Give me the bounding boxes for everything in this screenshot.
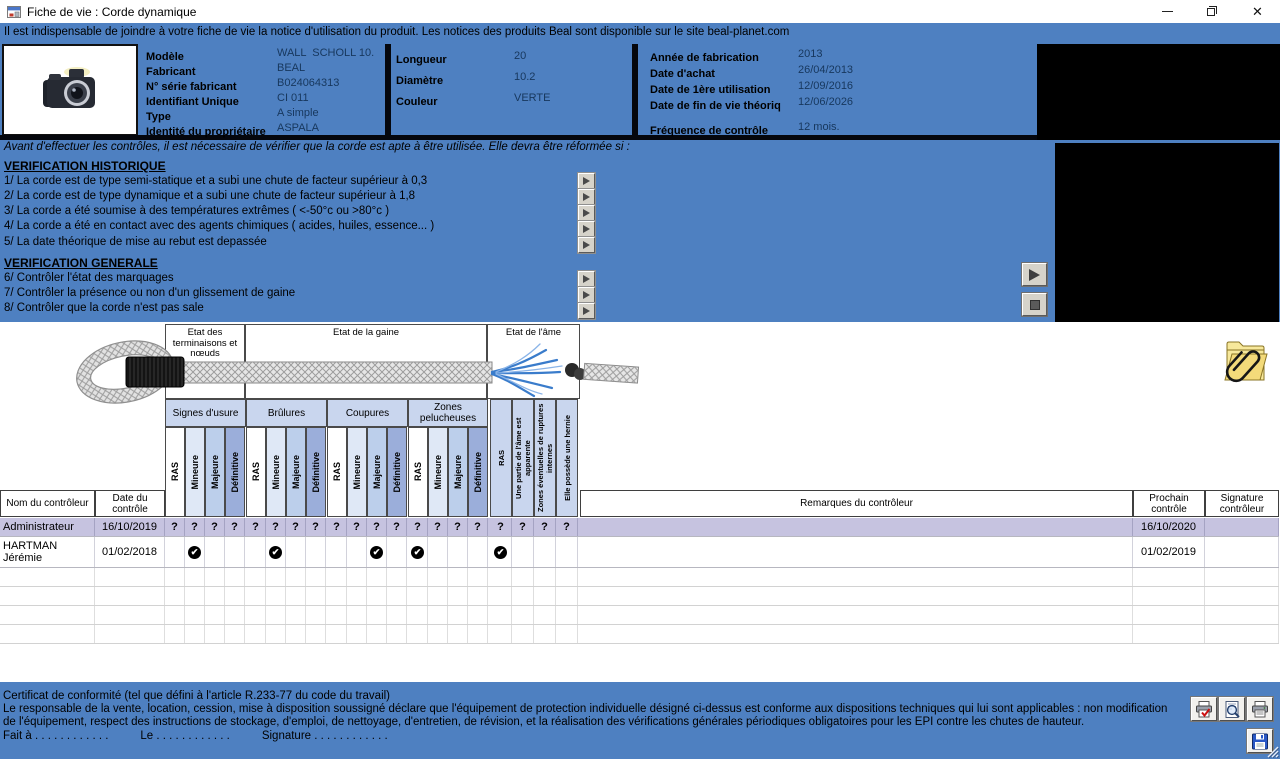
verification-play-button[interactable] bbox=[578, 221, 595, 237]
damage-category-header: Coupures bbox=[327, 399, 408, 427]
field-label: Date d'achat bbox=[650, 68, 715, 80]
verification-item: 4/ La corde a été en contact avec des agents chimiques ( acides, huiles, essence... ) bbox=[4, 220, 435, 232]
field-label: Identifiant Unique bbox=[146, 96, 239, 108]
verification-item: 3/ La corde a été soumise à des températures extrêmes ( <-50°c ou >80°c ) bbox=[4, 205, 390, 217]
restore-button[interactable] bbox=[1190, 0, 1235, 23]
core-state-label: Une partie de l'âme est apparente bbox=[514, 417, 532, 499]
next-control-cell[interactable]: 16/10/2020 bbox=[1133, 518, 1205, 536]
field-value: 20 bbox=[514, 50, 527, 62]
field-value: A simple bbox=[277, 107, 319, 119]
check-icon: ✔ bbox=[494, 546, 507, 559]
controller-name-cell[interactable]: Administrateur bbox=[0, 518, 95, 536]
severity-column-header bbox=[225, 427, 245, 517]
printer-check-icon bbox=[1194, 700, 1214, 719]
verification-item: 1/ La corde est de type semi-statique et a subi une chute de facteur supérieur à 0,3 bbox=[4, 175, 428, 187]
inspection-mark-cell[interactable]: ? bbox=[246, 518, 266, 536]
inspection-mark-cell[interactable]: ? bbox=[205, 518, 225, 536]
field-value: 2013 bbox=[798, 48, 823, 60]
attachments-folder-icon[interactable] bbox=[1222, 336, 1268, 386]
severity-label: Majeure bbox=[210, 454, 220, 489]
inspection-table bbox=[0, 322, 1280, 682]
header-control-date: Date du contrôle bbox=[95, 490, 165, 517]
rope-illustration bbox=[60, 330, 640, 404]
verification-item: 5/ La date théorique de mise au rebut est depassée bbox=[4, 236, 267, 248]
inspection-mark-cell[interactable]: ? bbox=[185, 518, 205, 536]
inspection-mark-cell[interactable]: ? bbox=[347, 518, 367, 536]
inspection-mark-cell[interactable] bbox=[205, 537, 225, 567]
field-value: VERTE bbox=[514, 92, 551, 104]
severity-label: Définitive bbox=[392, 451, 402, 493]
field-value: 26/04/2013 bbox=[798, 64, 854, 76]
inspection-mark-cell[interactable]: ? bbox=[306, 518, 326, 536]
inspection-mark-cell[interactable] bbox=[448, 537, 468, 567]
rope-zone-header: Etat de la gaine bbox=[245, 324, 487, 399]
verification-play-button[interactable] bbox=[578, 287, 595, 303]
product-field bbox=[146, 122, 392, 138]
core-state-label: Zones éventuelles de ruptures internes bbox=[536, 403, 554, 513]
header-remarks: Remarques du contrôleur bbox=[580, 490, 1133, 517]
frequency-value: 12 mois. bbox=[798, 121, 840, 133]
product-field bbox=[146, 47, 392, 63]
inspection-mark-cell[interactable]: ? bbox=[408, 518, 428, 536]
title-bar[interactable] bbox=[0, 0, 1280, 23]
print-validate-button[interactable] bbox=[1191, 697, 1217, 721]
field-value: 10.2 bbox=[514, 71, 536, 83]
header-signature: Signature contrôleur bbox=[1205, 490, 1279, 517]
rope-zone-header: Etat des terminaisons et nœuds bbox=[165, 324, 245, 399]
empty-table-row bbox=[0, 625, 1279, 644]
signature-cell[interactable] bbox=[1205, 518, 1279, 536]
certificate-signature-line: Fait à . . . . . . . . . . . . Le . . . . . . . . . . . . Signature . . . . . . . . . . . . bbox=[3, 730, 388, 742]
inspection-mark-cell[interactable] bbox=[327, 537, 347, 567]
verification-play-button[interactable] bbox=[578, 237, 595, 253]
damage-category-header: Signes d'usure bbox=[165, 399, 246, 427]
inspection-mark-cell[interactable] bbox=[534, 537, 556, 567]
inspection-mark-cell[interactable]: ? bbox=[448, 518, 468, 536]
damage-category-header: Zones pelucheuses bbox=[408, 399, 488, 427]
product-field bbox=[146, 62, 392, 78]
resize-grip[interactable] bbox=[1266, 745, 1279, 758]
core-state-column-header bbox=[512, 399, 534, 517]
verification-item: 6/ Contrôler l'état des marquages bbox=[4, 272, 174, 284]
verification-intro: Avant d'effectuer les contrôles, il est nécessaire de vérifier que la corde est apte à être utilisée. Elle devra être réformée si : bbox=[4, 141, 630, 153]
verification-section-title: VERIFICATION HISTORIQUE bbox=[4, 159, 166, 173]
remarks-cell[interactable] bbox=[580, 518, 1133, 536]
core-state-column-header bbox=[534, 399, 556, 517]
verification-play-button[interactable] bbox=[578, 189, 595, 205]
play-icon bbox=[1029, 269, 1040, 281]
field-value: B024064313 bbox=[277, 77, 340, 89]
product-field bbox=[650, 96, 1030, 112]
preview-icon bbox=[1222, 700, 1242, 719]
inspection-mark-cell[interactable]: ? bbox=[165, 518, 185, 536]
empty-table-row bbox=[0, 587, 1279, 606]
field-value: 12/09/2016 bbox=[798, 80, 854, 92]
play-icon bbox=[583, 177, 590, 185]
inspection-mark-cell[interactable] bbox=[266, 537, 286, 567]
product-field bbox=[396, 50, 636, 66]
inspection-mark-cell[interactable]: ? bbox=[367, 518, 387, 536]
severity-label: Définitive bbox=[230, 451, 240, 493]
control-date-cell[interactable]: 16/10/2019 bbox=[95, 518, 165, 536]
inspection-mark-cell[interactable] bbox=[165, 537, 185, 567]
field-label: Identité du propriétaire bbox=[146, 126, 266, 138]
severity-column-header bbox=[306, 427, 326, 517]
core-state-label: RAS bbox=[496, 450, 506, 466]
inspection-mark-cell[interactable]: ? bbox=[225, 518, 245, 536]
field-label: N° série fabricant bbox=[146, 81, 237, 93]
signature-cell[interactable] bbox=[1205, 537, 1279, 567]
table-row bbox=[0, 537, 1279, 568]
play-icon bbox=[583, 225, 590, 233]
verification-play-button[interactable] bbox=[578, 205, 595, 221]
header-next-control: Prochain contrôle bbox=[1133, 490, 1205, 517]
check-icon: ✔ bbox=[188, 546, 201, 559]
inspection-mark-cell[interactable] bbox=[490, 537, 512, 567]
core-state-column-header bbox=[556, 399, 578, 517]
inspection-mark-cell[interactable]: ? bbox=[286, 518, 306, 536]
field-label: Date de 1ère utilisation bbox=[650, 84, 771, 96]
severity-label: Majeure bbox=[372, 454, 382, 489]
severity-label: Mineure bbox=[433, 454, 443, 490]
frequency-label: Fréquence de contrôle bbox=[650, 125, 768, 137]
inspection-mark-cell[interactable] bbox=[367, 537, 387, 567]
severity-label: RAS bbox=[332, 462, 342, 482]
field-label: Type bbox=[146, 111, 171, 123]
field-value: CI 011 bbox=[277, 92, 309, 104]
field-label: Diamètre bbox=[396, 75, 444, 87]
field-label: Date de fin de vie théoriq bbox=[650, 100, 781, 112]
severity-column-header bbox=[266, 427, 286, 517]
product-field bbox=[396, 92, 636, 108]
verification-play-button[interactable] bbox=[578, 303, 595, 319]
play-icon bbox=[583, 209, 590, 217]
form-icon bbox=[6, 4, 22, 20]
minimize-icon bbox=[1162, 11, 1173, 12]
play-icon bbox=[583, 193, 590, 201]
inspection-mark-cell[interactable]: ? bbox=[512, 518, 534, 536]
severity-label: Mineure bbox=[271, 454, 281, 490]
field-label: Modèle bbox=[146, 51, 184, 63]
severity-label: RAS bbox=[413, 462, 423, 482]
severity-column-header bbox=[468, 427, 488, 517]
severity-label: RAS bbox=[170, 462, 180, 482]
inspection-mark-cell[interactable]: ? bbox=[468, 518, 488, 536]
product-field bbox=[650, 64, 1030, 80]
severity-label: Définitive bbox=[311, 451, 321, 493]
close-icon: ✕ bbox=[1252, 4, 1263, 19]
field-label: Longueur bbox=[396, 54, 447, 66]
verification-section-title: VERIFICATION GENERALE bbox=[4, 256, 158, 270]
control-date-cell[interactable]: 01/02/2018 bbox=[95, 537, 165, 567]
inspection-mark-cell[interactable] bbox=[387, 537, 407, 567]
field-value: BEAL bbox=[277, 62, 306, 74]
empty-table-row bbox=[0, 568, 1279, 587]
severity-column-header bbox=[367, 427, 387, 517]
inspection-mark-cell[interactable]: ? bbox=[534, 518, 556, 536]
severity-label: Mineure bbox=[190, 454, 200, 490]
next-control-cell[interactable]: 01/02/2019 bbox=[1133, 537, 1205, 567]
core-state-column-header bbox=[490, 399, 512, 517]
severity-label: Définitive bbox=[473, 451, 483, 493]
verification-item: 8/ Contrôler que la corde n'est pas sale bbox=[4, 302, 204, 314]
camera-icon bbox=[37, 65, 103, 115]
inspection-mark-cell[interactable] bbox=[408, 537, 428, 567]
core-state-label: Elle possède une hernie bbox=[562, 415, 572, 501]
window-title: Fiche de vie : Corde dynamique bbox=[27, 4, 197, 19]
inspection-mark-cell[interactable] bbox=[347, 537, 367, 567]
inspection-mark-cell[interactable] bbox=[556, 537, 578, 567]
inspection-mark-cell[interactable] bbox=[185, 537, 205, 567]
stop-icon bbox=[1030, 300, 1040, 310]
severity-column-header bbox=[408, 427, 428, 517]
check-icon: ✔ bbox=[269, 546, 282, 559]
inspection-mark-cell[interactable] bbox=[512, 537, 534, 567]
play-icon bbox=[583, 307, 590, 315]
product-field bbox=[146, 107, 392, 123]
certificate-body: Le responsable de la vente, location, cession, mise à disposition soussigné déclare que l'équipement de protection individuelle désigné ci-dessus est conforme aux dispositions techniques qui lui sont applicables : non modification de l'équipement, respect des instructions de stockage, d'emploi, de nettoyage, d'entretien, de révision, et la réalisation des vérifications générales périodiques obligatoires pour les EPI contre les chutes de hauteur. bbox=[3, 703, 1168, 728]
print-button[interactable] bbox=[1247, 697, 1273, 721]
header-controller-name: Nom du contrôleur bbox=[0, 490, 95, 517]
top-right-panel bbox=[1037, 44, 1280, 140]
field-value: WALL SCHOLL 10. bbox=[277, 47, 375, 59]
remarks-cell[interactable] bbox=[580, 537, 1133, 567]
severity-column-header bbox=[246, 427, 266, 517]
field-value: 12/06/2026 bbox=[798, 96, 854, 108]
severity-column-header bbox=[428, 427, 448, 517]
printer-icon bbox=[1250, 700, 1270, 719]
product-field bbox=[146, 77, 392, 93]
inspection-mark-cell[interactable] bbox=[246, 537, 266, 567]
inspection-mark-cell[interactable] bbox=[306, 537, 326, 567]
severity-column-header bbox=[387, 427, 407, 517]
verification-item: 7/ Contrôler la présence ou non d'un glissement de gaine bbox=[4, 287, 296, 299]
video-play-button[interactable] bbox=[1022, 263, 1047, 286]
table-row bbox=[0, 518, 1279, 537]
inspection-mark-cell[interactable] bbox=[428, 537, 448, 567]
video-stop-button[interactable] bbox=[1022, 293, 1047, 316]
verification-item: 2/ La corde est de type dynamique et a subi une chute de facteur supérieur à 1,8 bbox=[4, 190, 416, 202]
verification-play-button[interactable] bbox=[578, 271, 595, 287]
severity-column-header bbox=[286, 427, 306, 517]
minimize-button[interactable] bbox=[1145, 0, 1190, 23]
severity-column-header bbox=[327, 427, 347, 517]
product-photo[interactable] bbox=[2, 44, 138, 136]
inspection-mark-cell[interactable]: ? bbox=[266, 518, 286, 536]
severity-label: Mineure bbox=[352, 454, 362, 490]
product-field bbox=[650, 48, 1030, 64]
field-label: Année de fabrication bbox=[650, 52, 759, 64]
inspection-mark-cell[interactable]: ? bbox=[490, 518, 512, 536]
controller-name-cell[interactable]: HARTMAN Jérémie bbox=[0, 537, 95, 567]
severity-label: Majeure bbox=[291, 454, 301, 489]
video-display bbox=[1055, 143, 1279, 322]
certificate-title: Certificat de conformité (tel que défini à l'article R.233-77 du code du travail) bbox=[3, 690, 391, 702]
inspection-mark-cell[interactable] bbox=[286, 537, 306, 567]
print-preview-button[interactable] bbox=[1219, 697, 1245, 721]
inspection-mark-cell[interactable]: ? bbox=[428, 518, 448, 536]
play-icon bbox=[583, 241, 590, 249]
inspection-mark-cell[interactable] bbox=[468, 537, 488, 567]
severity-label: Majeure bbox=[453, 454, 463, 489]
empty-table-row bbox=[0, 606, 1279, 625]
severity-column-header bbox=[347, 427, 367, 517]
inspection-mark-cell[interactable]: ? bbox=[387, 518, 407, 536]
verification-play-button[interactable] bbox=[578, 173, 595, 189]
play-icon bbox=[583, 291, 590, 299]
damage-category-header: Brûlures bbox=[246, 399, 327, 427]
severity-column-header bbox=[165, 427, 185, 517]
severity-column-header bbox=[448, 427, 468, 517]
rope-zone-header: Etat de l'âme bbox=[487, 324, 580, 399]
inspection-mark-cell[interactable]: ? bbox=[556, 518, 578, 536]
close-button[interactable] bbox=[1235, 0, 1280, 23]
severity-label: RAS bbox=[251, 462, 261, 482]
restore-icon bbox=[1207, 6, 1218, 17]
product-field bbox=[146, 92, 392, 108]
check-icon: ✔ bbox=[411, 546, 424, 559]
severity-column-header bbox=[185, 427, 205, 517]
product-field bbox=[396, 71, 636, 87]
play-icon bbox=[583, 275, 590, 283]
inspection-mark-cell[interactable] bbox=[225, 537, 245, 567]
severity-column-header bbox=[205, 427, 225, 517]
frequency-row bbox=[650, 121, 1030, 137]
top-notice: Il est indispensable de joindre à votre fiche de vie la notice d'utilisation du produit. Les notices des produits Beal sont disponible sur le site beal-planet.com bbox=[4, 26, 790, 38]
inspection-mark-cell[interactable]: ? bbox=[327, 518, 347, 536]
field-value: ASPALA bbox=[277, 122, 319, 134]
check-icon: ✔ bbox=[370, 546, 383, 559]
field-label: Fabricant bbox=[146, 66, 196, 78]
field-label: Couleur bbox=[396, 96, 438, 108]
product-field bbox=[650, 80, 1030, 96]
